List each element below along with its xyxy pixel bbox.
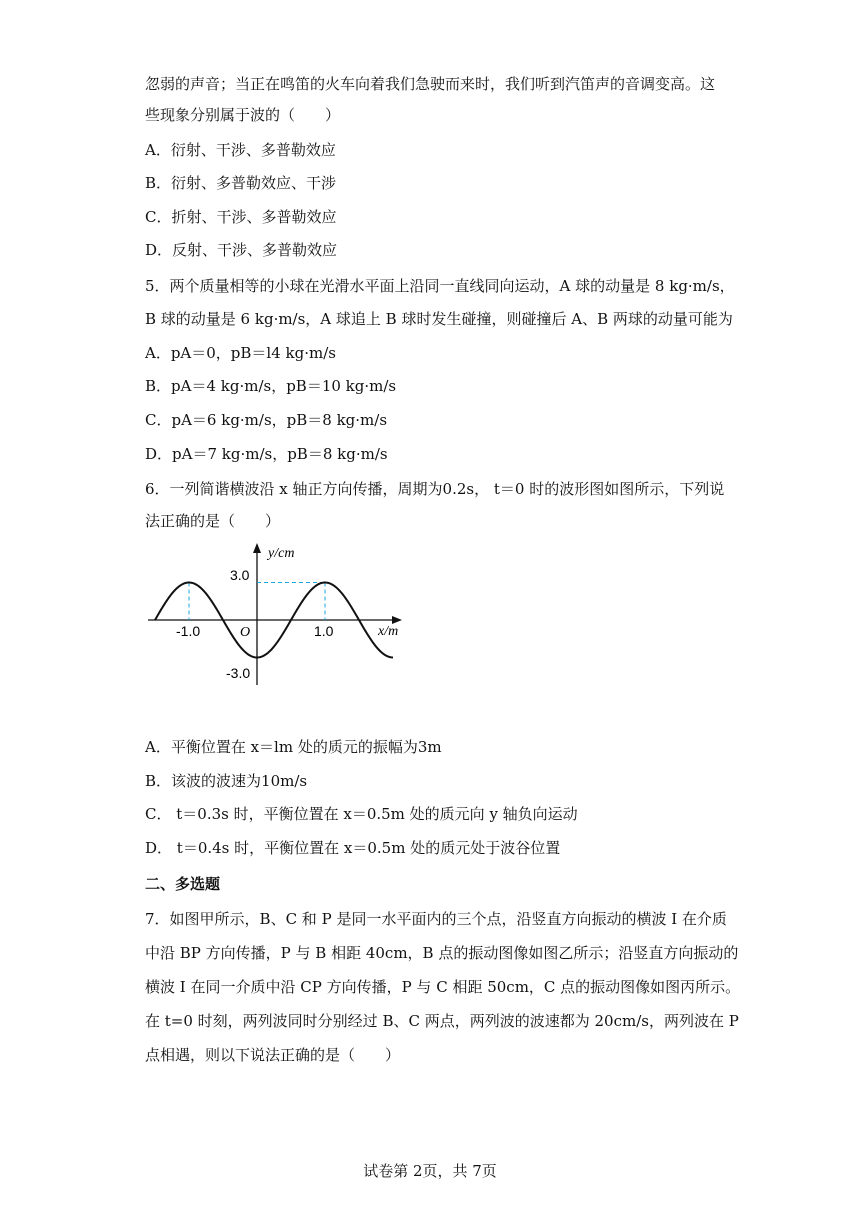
- q7-text-line-1: 7．如图甲所示，B、C 和 P 是同一水平面内的三个点，沿竖直方向振动的横波 I 在介质: [145, 910, 727, 928]
- q6-option-c: C． t＝0.3s 时，平衡位置在 x＝0.5m 处的质元向 y 轴负向运动: [145, 805, 578, 823]
- q5-text-line-1: 5．两个质量相等的小球在光滑水平面上沿同一直线同向运动，A 球的动量是 8 kg·m/s，: [145, 277, 735, 295]
- q4-option-a: A．衍射、干涉、多普勒效应: [145, 141, 336, 159]
- y-axis-label: y/cm: [268, 546, 295, 561]
- q4-text-line-2: 些现象分别属于波的（ ）: [145, 106, 341, 124]
- q7-text-line-2: 中沿 BP 方向传播，P 与 B 相距 40cm，B 点的振动图像如图乙所示；沿竖直方向振动的: [145, 944, 739, 962]
- y-tick-label-pos: 3.0: [230, 567, 250, 583]
- section-heading: 二、多选题: [145, 875, 221, 893]
- x-tick-label-neg: -1.0: [176, 623, 201, 639]
- q5-option-c: C．pA＝6 kg·m/s，pB＝8 kg·m/s: [145, 411, 388, 429]
- q5-option-d: D．pA＝7 kg·m/s，pB＝8 kg·m/s: [145, 445, 388, 463]
- q5-option-a: A．pA＝0，pB＝l4 kg·m/s: [145, 344, 336, 362]
- q6-text-line-2: 法正确的是（ ）: [145, 512, 281, 530]
- x-axis-label: x/m: [378, 624, 399, 639]
- y-tick-label-neg: -3.0: [226, 665, 251, 681]
- page-footer: 试卷第 2页，共 7页: [363, 1162, 497, 1180]
- q7-text-line-3: 横波 I 在同一介质中沿 CP 方向传播，P 与 C 相距 50cm，C 点的振动图像如图丙所示。: [145, 978, 741, 996]
- q6-text-line-1: 6．一列简谐横波沿 x 轴正方向传播，周期为0.2s， t＝0 时的波形图如图所示，下列说: [145, 480, 725, 498]
- q7-text-line-5: 点相遇，则以下说法正确的是（ ）: [145, 1046, 401, 1064]
- x-tick-label-pos: 1.0: [314, 623, 334, 639]
- q6-option-a: A．平衡位置在 x＝lm 处的质元的振幅为3m: [145, 738, 442, 756]
- q7-text-line-4: 在 t=0 时刻，两列波同时分别经过 B、C 两点，两列波的波速都为 20cm/s，两列波在 P: [145, 1012, 739, 1030]
- q5-text-line-2: B 球的动量是 6 kg·m/s，A 球追上 B 球时发生碰撞，则碰撞后 A、B 两球的动量可能为: [145, 310, 733, 328]
- x-axis-arrow: [392, 616, 402, 624]
- q4-option-b: B．衍射、多普勒效应、干涉: [145, 174, 337, 192]
- wave-graph: [140, 535, 420, 695]
- y-axis-arrow: [253, 543, 261, 553]
- q4-option-c: C．折射、干涉、多普勒效应: [145, 208, 337, 226]
- q4-option-d: D．反射、干涉、多普勒效应: [145, 241, 338, 259]
- q4-text-line-1: 忽弱的声音；当正在鸣笛的火车向着我们急驶而来时，我们听到汽笛声的音调变高。这: [145, 75, 716, 93]
- q6-option-d: D． t＝0.4s 时，平衡位置在 x＝0.5m 处的质元处于波谷位置: [145, 839, 561, 857]
- q6-option-b: B．该波的波速为10m/s: [145, 772, 308, 790]
- origin-label: O: [240, 625, 251, 640]
- q5-option-b: B．pA＝4 kg·m/s，pB＝10 kg·m/s: [145, 377, 397, 395]
